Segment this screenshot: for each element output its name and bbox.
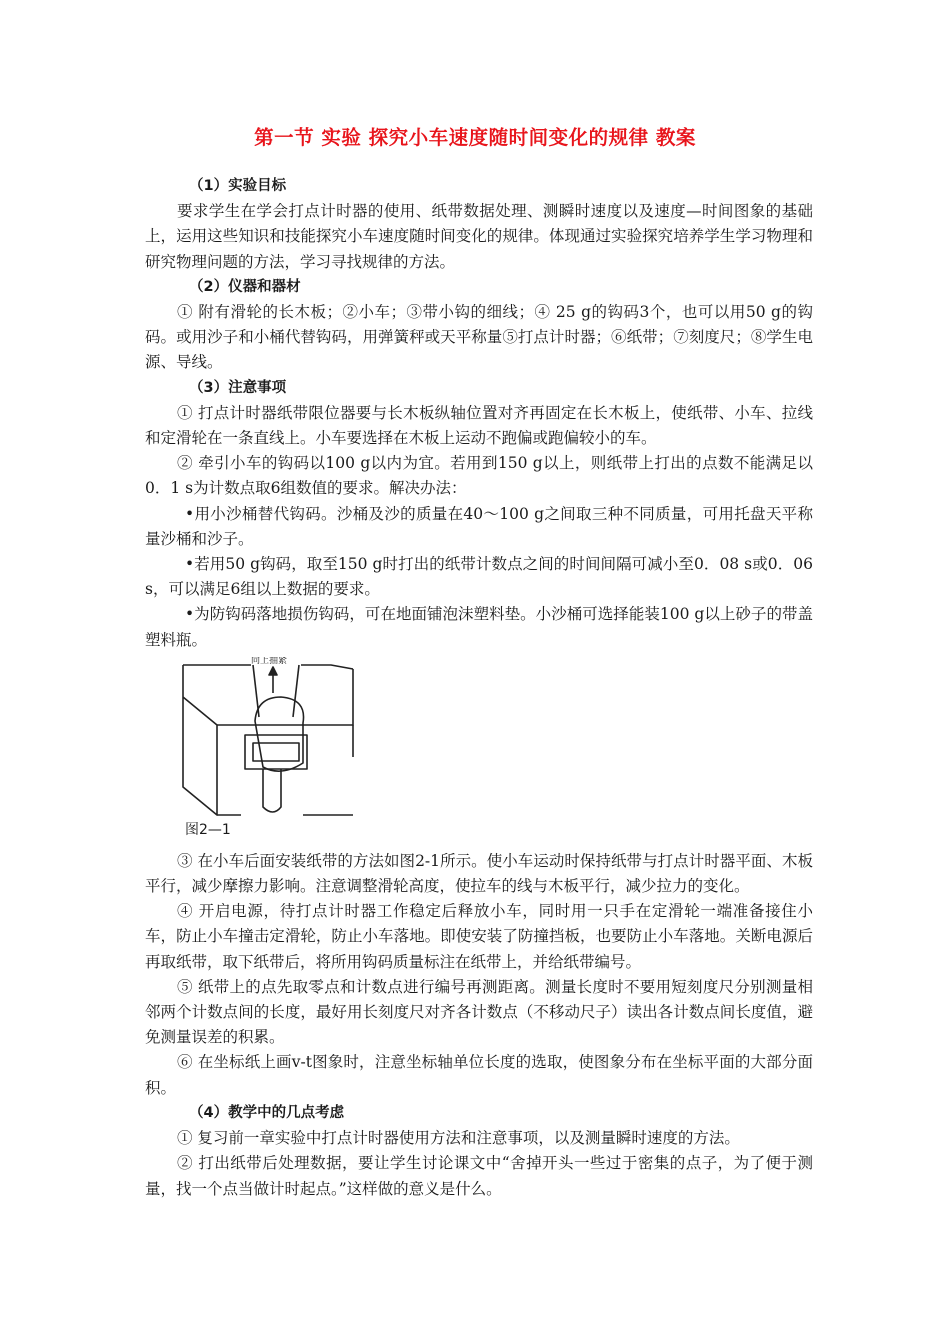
precaution-bullet-2: •若用50 g钩码，取至150 g时打出的纸带计数点之间的时间间隔可减小至0．08 s或0．06 s，可以满足6组以上数据的要求。 [145,555,813,599]
precaution-item-1: ① 打点计时器纸带限位器要与长木板纵轴位置对齐再固定在长木板上，使纸带、小车、拉线和定滑轮在一条直线上。小车要选择在木板上运动不跑偏或跑偏较小的车。 [145,403,813,448]
figure-caption: 图2—1 [185,821,231,838]
precaution-item-4: ④ 开启电源，待打点计时器工作稳定后释放小车，同时用一只手在定滑轮一端准备接住小车，防止小车撞击定滑轮，防止小车落地。即使安装了防撞挡板，也要防止小车落地。关断电源后再取纸带，取下纸带后，将所用钩码质量标注在纸带上，并给纸带编号。 [145,902,813,971]
precaution-item-3: ③ 在小车后面安装纸带的方法如图2-1所示。使小车运动时保持纸带与打点计时器平面、木板平行，减少摩擦力影响。注意调整滑轮高度，使拉车的线与木板平行，减少拉力的变化。 [145,851,813,896]
figure-tape-installation [145,653,813,849]
document-title: 第一节 实验 探究小车速度随时间变化的规律 教案 [254,126,696,149]
figure-label-pull-up: 向上抽紧 [251,656,288,666]
precaution-bullet-3: •为防钩码落地损伤钩码，可在地面铺泡沫塑料垫。小沙桶可选择能装100 g以上砂子的带盖塑料瓶。 [145,605,813,649]
precaution-bullet-1: •用小沙桶替代钩码。沙桶及沙的质量在40～100 g之间取三种不同质量，可用托盘天平称量沙桶和沙子。 [145,504,813,548]
precaution-item-5: ⑤ 纸带上的点先取零点和计数点进行编号再测距离。测量长度时不要用短刻度尺分别测量相邻两个计数点间的长度，最好用长刻度尺对齐各计数点（不移动尺子）读出各计数点间长度值，避免测量误差的积累。 [145,977,813,1047]
section-heading-teaching: （4）教学中的几点考虑 [189,1104,345,1121]
timer-tape-diagram [181,657,361,819]
section-heading-precautions: （3）注意事项 [189,379,287,396]
equipment-paragraph: ① 附有滑轮的长木板；②小车；③带小钩的细线；④ 25 g的钩码3个，也可以用50 g的钩码。或用沙子和小桶代替钩码，用弹簧秤或天平称量⑤打点计时器；⑥纸带；⑦刻度尺；⑧学生电源、导线。 [145,303,813,372]
precaution-item-6: ⑥ 在坐标纸上画v-t图象时，注意坐标轴单位长度的选取，使图象分布在坐标平面的大部分面积。 [145,1053,813,1097]
section-heading-equipment: （2）仪器和器材 [189,278,301,295]
teaching-item-2: ② 打出纸带后处理数据，要让学生讨论课文中“舍掉开头一些过于密集的点子，为了便于测量，找一个点当做计时起点。”这样做的意义是什么。 [145,1154,813,1198]
objectives-paragraph: 要求学生在学会打点计时器的使用、纸带数据处理、测瞬时速度以及速度—时间图象的基础上，运用这些知识和技能探究小车速度随时间变化的规律。体现通过实验探究培养学生学习物理和研究物理问题的方法，学习寻找规律的方法。 [145,202,813,271]
teaching-item-1: ① 复习前一章实验中打点计时器使用方法和注意事项，以及测量瞬时速度的方法。 [177,1129,740,1148]
document-body [145,174,813,1202]
section-heading-objectives: （1）实验目标 [189,178,287,194]
precaution-item-2: ② 牵引小车的钩码以100 g以内为宜。若用到150 g以上，则纸带上打出的点数不能满足以0．1 s为计数点取6组数值的要求。解决办法： [145,454,813,498]
